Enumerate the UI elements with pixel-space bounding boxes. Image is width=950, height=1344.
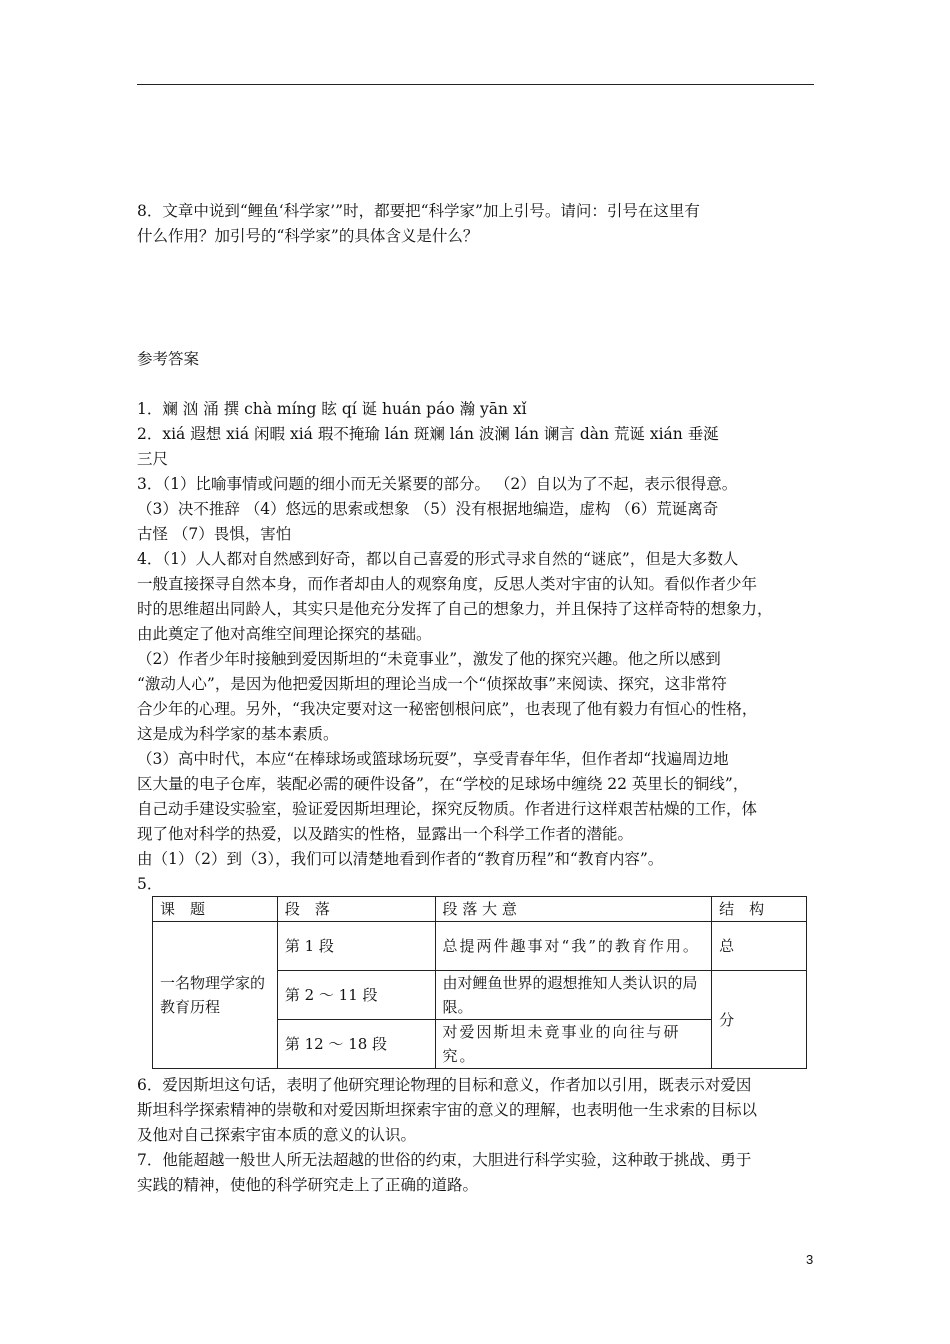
answer-5-label: 5．	[137, 875, 163, 893]
answer-4-line: 现了他对科学的热爱，以及踏实的性格，显露出一个科学工作者的潜能。	[137, 825, 634, 843]
answers-heading: 参考答案	[137, 350, 200, 368]
table-header-row	[153, 897, 807, 922]
answer-4-line: （2）作者少年时接触到爱因斯坦的“未竟事业”，激发了他的探究兴趣。他之所以感到	[137, 650, 721, 668]
table-row	[153, 922, 807, 971]
question-8	[137, 199, 827, 249]
answer-3-line-3: 古怪 （7）畏惧，害怕	[137, 525, 292, 543]
table-cell-paragraph: 第 12 ～ 18 段	[277, 1020, 435, 1069]
answer-6-line: 6．爱因斯坦这句话，表明了他研究理论物理的目标和意义，作者加以引用，既表示对爱因	[137, 1076, 752, 1094]
answer-6-line: 斯坦科学探索精神的崇敬和对爱因斯坦探索宇宙的意义的理解，也表明他一生求索的目标以	[137, 1101, 758, 1119]
answer-7	[137, 1148, 827, 1198]
answer-4-line: （3）高中时代，本应“在棒球场或篮球场玩耍”，享受青春年华，但作者却“找遍周边地	[137, 750, 729, 768]
question-8-line-2: 什么作用？加引号的“科学家”的具体含义是什么？	[137, 227, 479, 245]
answer-4-line: 由此奠定了他对高维空间理论探究的基础。	[137, 625, 432, 643]
answer-2-line-2: 三尺	[137, 450, 169, 468]
answer-3-line-2: （3）决不推辞 （4）悠远的思索或想象 （5）没有根据地编造，虚构 （6）荒诞离奇	[137, 500, 719, 518]
answer-4-line: 时的思维超出同龄人，其实只是他充分发挥了自己的想象力，并且保持了这样奇特的想象力，	[137, 600, 773, 618]
table-header-topic: 课 题	[153, 897, 278, 922]
answer-7-line: 7．他能超越一般世人所无法超越的世俗的约束，大胆进行科学实验，这种敢于挑战、勇于	[137, 1151, 752, 1169]
structure-table	[152, 896, 807, 1069]
answer-4-line: 这是成为科学家的基本素质。	[137, 725, 339, 743]
table-cell-paragraph: 第 1 段	[277, 922, 435, 971]
answer-7-line: 实践的精神，使他的科学研究走上了正确的道路。	[137, 1176, 479, 1194]
answer-3	[137, 472, 827, 547]
answer-4-line: 区大量的电子仓库，装配必需的硬件设备”，在“学校的足球场中缠绕 22 英里长的铜线”，	[137, 775, 749, 793]
answer-4-line: 4．（1）人人都对自然感到好奇，都以自己喜爱的形式寻求自然的“谜底”，但是大多数人	[137, 550, 739, 568]
page-number: 3	[806, 1252, 814, 1267]
table-cell-paragraph: 第 2 ～ 11 段	[277, 971, 435, 1020]
table-cell-main-idea: 由对鲤鱼世界的遐想推知人类认识的局限。	[435, 971, 712, 1020]
answer-4	[137, 547, 827, 872]
answer-4-line: 由（1）（2）到（3），我们可以清楚地看到作者的“教育历程”和“教育内容”。	[137, 850, 664, 868]
table-cell-main-idea: 总提两件趣事对“我”的教育作用。	[435, 922, 712, 971]
answer-4-line: 自己动手建设实验室，验证爱因斯坦理论，探究反物质。作者进行这样艰苦枯燥的工作，体	[137, 800, 758, 818]
answer-4-line: “激动人心”，是因为他把爱因斯坦的理论当成一个“侦探故事”来阅读、探究，这非常符	[137, 675, 727, 693]
table-cell-topic: 一名物理学家的教育历程	[153, 922, 278, 1069]
answer-6-line: 及他对自己探索宇宙本质的意义的认识。	[137, 1126, 417, 1144]
table-header-main-idea: 段 落 大 意	[435, 897, 712, 922]
table-cell-structure-parts: 分	[712, 971, 807, 1069]
question-8-line-1: 8．文章中说到“鲤鱼‘科学家’”时，都要把“科学家”加上引号。请问：引号在这里有	[137, 202, 700, 220]
table-cell-structure-total: 总	[712, 922, 807, 971]
table-header-structure: 结 构	[712, 897, 807, 922]
table-cell-main-idea: 对爱因斯坦未竟事业的向往与研究。	[435, 1020, 712, 1069]
table-header-paragraph: 段 落	[277, 897, 435, 922]
answer-6	[137, 1073, 827, 1148]
answer-2	[137, 422, 827, 472]
answer-4-line: 合少年的心理。另外，“我决定要对这一秘密刨根问底”，也表现了他有毅力有恒心的性格，	[137, 700, 758, 718]
answer-3-line-1: 3．（1）比喻事情或问题的细小而无关紧要的部分。 （2）自以为了不起，表示很得意。	[137, 475, 738, 493]
answer-4-line: 一般直接探寻自然本身，而作者却由人的观察角度，反思人类对宇宙的认知。看似作者少年	[137, 575, 758, 593]
header-rule	[137, 84, 814, 85]
answer-1: 1．斓 汹 涌 撰 chà míng 眩 qí 诞 huán páo 瀚 yān xǐ	[137, 400, 527, 418]
answer-2-line-1: 2．xiá 遐想 xiá 闲暇 xiá 瑕不掩瑜 lán 斑斓 lán 波澜 lán 谰言 dàn 荒诞 xián 垂涎	[137, 425, 719, 443]
